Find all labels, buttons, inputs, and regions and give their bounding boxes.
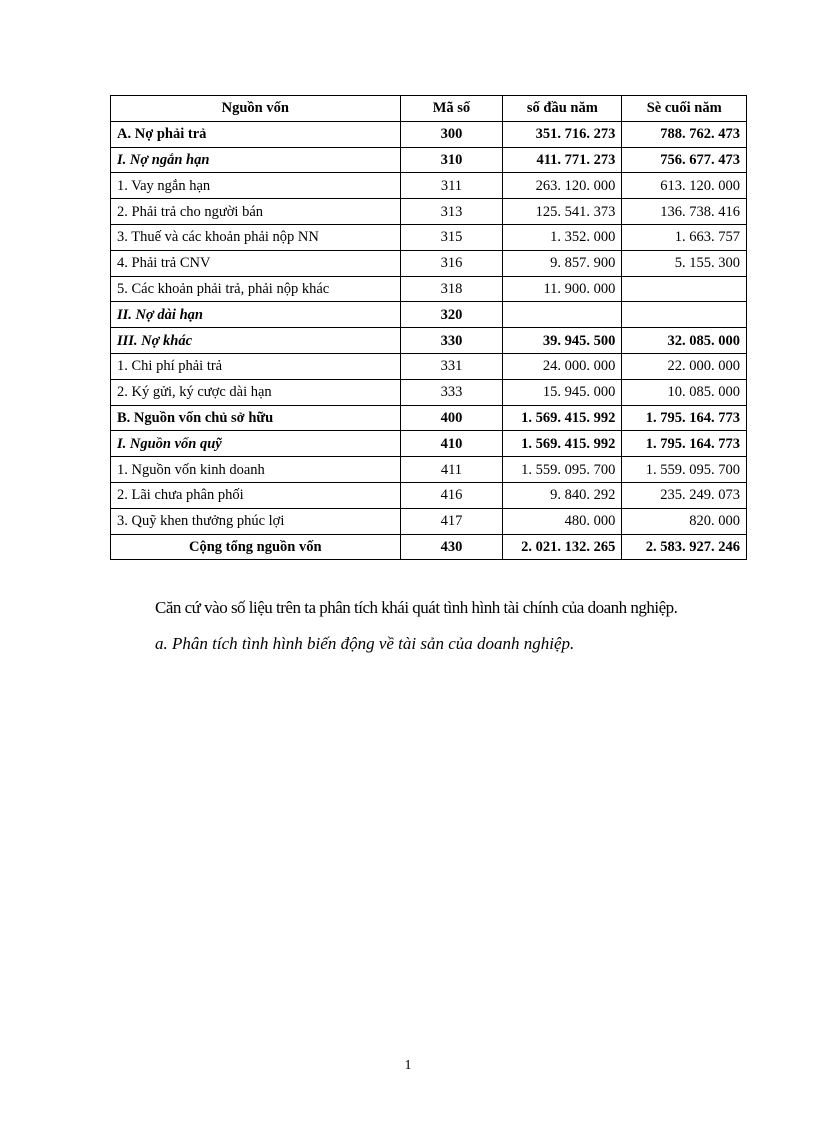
- row-code-cell: 316: [400, 250, 503, 276]
- row-code-cell: 400: [400, 405, 503, 431]
- row-code-cell: 333: [400, 379, 503, 405]
- row-name-cell: 1. Nguồn vốn kinh doanh: [111, 457, 401, 483]
- table-row: [111, 457, 747, 483]
- table-row: [111, 224, 747, 250]
- row-code-cell: 300: [400, 121, 503, 147]
- row-code-cell: 331: [400, 353, 503, 379]
- row-start-value-cell: 1. 559. 095. 700: [503, 457, 622, 483]
- row-start-value-cell: 411. 771. 273: [503, 147, 622, 173]
- row-code-cell: 318: [400, 276, 503, 302]
- row-end-value-cell: 32. 085. 000: [622, 328, 747, 354]
- row-name-cell: Cộng tổng nguồn vốn: [111, 534, 401, 560]
- table-row: [111, 121, 747, 147]
- table-row: [111, 147, 747, 173]
- row-start-value-cell: 1. 569. 415. 992: [503, 431, 622, 457]
- row-name-cell: I. Nguồn vốn quỹ: [111, 431, 401, 457]
- row-start-value-cell: 2. 021. 132. 265: [503, 534, 622, 560]
- table-row: [111, 405, 747, 431]
- row-start-value-cell: 125. 541. 373: [503, 199, 622, 225]
- header-source: Nguồn vốn: [111, 96, 401, 122]
- row-end-value-cell: 10. 085. 000: [622, 379, 747, 405]
- row-code-cell: 311: [400, 173, 503, 199]
- row-start-value-cell: 9. 857. 900: [503, 250, 622, 276]
- row-name-cell: 4. Phải trả CNV: [111, 250, 401, 276]
- table-row: [111, 534, 747, 560]
- row-end-value-cell: 235. 249. 073: [622, 482, 747, 508]
- row-name-cell: 2. Lãi chưa phân phối: [111, 482, 401, 508]
- row-start-value-cell: 351. 716. 273: [503, 121, 622, 147]
- table-row: [111, 482, 747, 508]
- row-name-cell: III. Nợ khác: [111, 328, 401, 354]
- row-end-value-cell: 1. 559. 095. 700: [622, 457, 747, 483]
- table-row: [111, 276, 747, 302]
- table-header-row: [111, 96, 747, 122]
- row-start-value-cell: 1. 352. 000: [503, 224, 622, 250]
- row-end-value-cell: 1. 663. 757: [622, 224, 747, 250]
- row-end-value-cell: 788. 762. 473: [622, 121, 747, 147]
- row-code-cell: 313: [400, 199, 503, 225]
- row-start-value-cell: 480. 000: [503, 508, 622, 534]
- table-row: [111, 199, 747, 225]
- row-code-cell: 310: [400, 147, 503, 173]
- row-start-value-cell: 24. 000. 000: [503, 353, 622, 379]
- page-number: 1: [404, 1058, 412, 1073]
- analysis-paragraph: Căn cứ vào số liệu trên ta phân tích khái quát tình hình tài chính của doanh nghiệp.: [155, 598, 678, 617]
- row-start-value-cell: 15. 945. 000: [503, 379, 622, 405]
- row-start-value-cell: 39. 945. 500: [503, 328, 622, 354]
- table-row: [111, 328, 747, 354]
- table-row: [111, 353, 747, 379]
- row-name-cell: 1. Vay ngắn hạn: [111, 173, 401, 199]
- row-name-cell: A. Nợ phải trả: [111, 121, 401, 147]
- row-name-cell: 3. Thuế và các khoản phải nộp NN: [111, 224, 401, 250]
- row-name-cell: I. Nợ ngắn hạn: [111, 147, 401, 173]
- row-code-cell: 417: [400, 508, 503, 534]
- row-name-cell: 2. Ký gửi, ký cược dài hạn: [111, 379, 401, 405]
- row-end-value-cell: 1. 795. 164. 773: [622, 431, 747, 457]
- header-end-of-year: Sè cuối năm: [622, 96, 747, 122]
- balance-sheet-table: [110, 95, 747, 560]
- table-body: [111, 121, 747, 560]
- row-end-value-cell: 2. 583. 927. 246: [622, 534, 747, 560]
- row-end-value-cell: 613. 120. 000: [622, 173, 747, 199]
- table-row: [111, 302, 747, 328]
- row-code-cell: 330: [400, 328, 503, 354]
- table-row: [111, 508, 747, 534]
- row-name-cell: 1. Chi phí phải trả: [111, 353, 401, 379]
- row-end-value-cell: 820. 000: [622, 508, 747, 534]
- row-end-value-cell: 1. 795. 164. 773: [622, 405, 747, 431]
- row-name-cell: 5. Các khoản phải trả, phải nộp khác: [111, 276, 401, 302]
- row-code-cell: 411: [400, 457, 503, 483]
- row-name-cell: 2. Phải trả cho người bán: [111, 199, 401, 225]
- row-end-value-cell: [622, 302, 747, 328]
- row-end-value-cell: 756. 677. 473: [622, 147, 747, 173]
- row-code-cell: 320: [400, 302, 503, 328]
- row-name-cell: 3. Quỹ khen thưởng phúc lợi: [111, 508, 401, 534]
- row-end-value-cell: 136. 738. 416: [622, 199, 747, 225]
- row-end-value-cell: 22. 000. 000: [622, 353, 747, 379]
- row-code-cell: 315: [400, 224, 503, 250]
- row-start-value-cell: 9. 840. 292: [503, 482, 622, 508]
- row-end-value-cell: [622, 276, 747, 302]
- table-row: [111, 250, 747, 276]
- row-start-value-cell: [503, 302, 622, 328]
- row-name-cell: II. Nợ dài hạn: [111, 302, 401, 328]
- table-row: [111, 173, 747, 199]
- row-start-value-cell: 263. 120. 000: [503, 173, 622, 199]
- header-start-of-year: số đầu năm: [503, 96, 622, 122]
- table-row: [111, 379, 747, 405]
- row-start-value-cell: 11. 900. 000: [503, 276, 622, 302]
- row-code-cell: 430: [400, 534, 503, 560]
- row-name-cell: B. Nguồn vốn chủ sở hữu: [111, 405, 401, 431]
- row-code-cell: 416: [400, 482, 503, 508]
- row-code-cell: 410: [400, 431, 503, 457]
- header-code: Mã số: [400, 96, 503, 122]
- row-start-value-cell: 1. 569. 415. 992: [503, 405, 622, 431]
- row-end-value-cell: 5. 155. 300: [622, 250, 747, 276]
- section-heading-a: a. Phân tích tình hình biến động về tài sản của doanh nghiệp.: [155, 634, 575, 653]
- table-row: [111, 431, 747, 457]
